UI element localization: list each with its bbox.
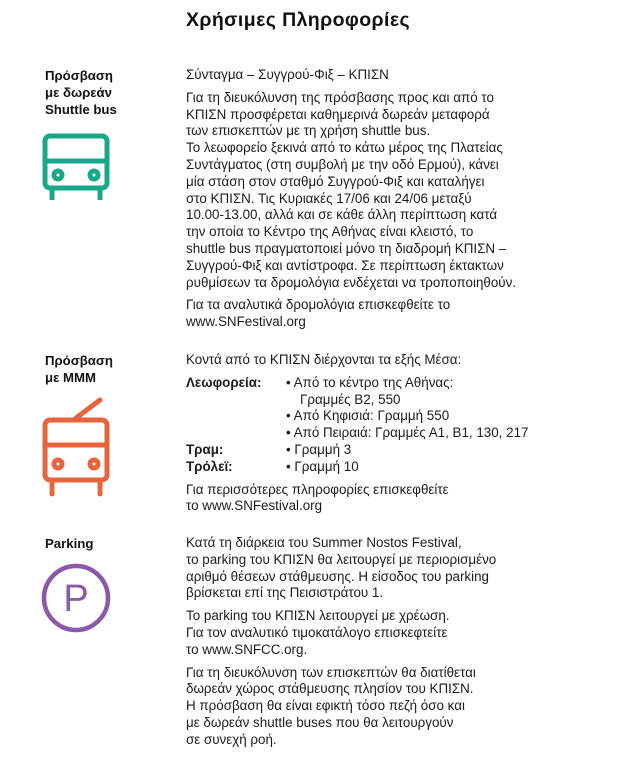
text-line: στο ΚΠΙΣΝ. Τις Κυριακές 17/06 και 24/06 μεταξύ: [186, 190, 472, 206]
tram-value: • Γραμμή 3: [286, 441, 352, 457]
shuttle-paragraph-3: [186, 297, 606, 331]
text-line: Το λεωφορείο ξεκινά από το κάτω μέρος της Πλατείας: [186, 140, 503, 156]
text-line: βρίσκεται επί της Πεισιστράτου 1.: [186, 585, 384, 601]
parking-section-label: Parking: [45, 536, 94, 551]
bus-icon: [42, 133, 110, 203]
text-line: Συντάγματος (στη συμβολή με την οδό Ερμού), κάνει: [186, 156, 499, 172]
trolley-row: [186, 459, 606, 476]
shuttle-label-line: Shuttle bus: [45, 102, 117, 117]
text-line: των επισκεπτών με τη χρήση shuttle bus.: [186, 123, 431, 139]
shuttle-label-line: με δωρεάν: [45, 85, 112, 100]
text-line: Για τον αναλυτικό τιμοκατάλογο επισκεφτείτε: [186, 624, 448, 640]
mmm-label-line: Πρόσβαση: [45, 353, 113, 368]
text-line: Για τη διευκόλυνση των επισκεπτών θα διατίθεται: [186, 664, 476, 680]
text-line: Η πρόσβαση θα είναι εφικτή τόσο πεζή όσο και: [186, 698, 465, 714]
shuttle-label-line: Πρόσβαση: [45, 68, 113, 83]
mmm-intro: Κοντά από το ΚΠΙΣΝ διέρχονται τα εξής Μέσα:: [186, 352, 462, 367]
parking-icon-letter: P: [63, 578, 89, 620]
text-line: την οποία το Κέντρο της Αθήνας είναι κλειστό, το: [186, 224, 474, 240]
shuttle-paragraph-2: [186, 140, 606, 291]
tram-row: [186, 442, 606, 459]
text-line: Συγγρού-Φιξ και αντίστροφα. Σε περίπτωση έκτακτων: [186, 257, 504, 273]
list-item: Γραμμές Β2, 550: [300, 391, 401, 407]
snfcc-link[interactable]: το www.SNFCC.org.: [186, 641, 308, 657]
mmm-content: [186, 352, 606, 515]
text-line: δωρεάν χώρος στάθμευσης πλησίον του ΚΠΙΣΝ.: [186, 681, 474, 697]
text-line: το parking του ΚΠΙΣΝ θα λειτουργεί με περιορισμένο: [186, 551, 497, 567]
page-title: Χρήσιμες Πληροφορίες: [186, 9, 411, 31]
shuttle-content: [186, 67, 606, 331]
text-line: σε συνεχή ροή.: [186, 731, 277, 747]
snfestival-link[interactable]: το www.SNFestival.org: [186, 498, 323, 514]
shuttle-section-label: [45, 67, 117, 118]
parking-icon: [40, 562, 112, 634]
trolleybus-icon: [42, 396, 114, 498]
parking-paragraph-2: [186, 608, 606, 658]
shuttle-route: Σύνταγμα – Συγγρού-Φιξ – ΚΠΙΣΝ: [186, 67, 389, 82]
text-line: shuttle bus πραγματοποιεί μόνο τη διαδρομή ΚΠΙΣΝ –: [186, 240, 507, 256]
mmm-section-label: [45, 352, 113, 386]
list-item: • Από Κηφισιά: Γραμμή 550: [286, 408, 450, 424]
text-line: 10.00-13.00, αλλά και σε κάθε άλλη περίπτωση κατά: [186, 207, 498, 223]
text-line: με δωρεάν shuttle buses που θα λειτουργούν: [186, 714, 454, 730]
text-line: ΚΠΙΣΝ προσφέρεται καθημερινά δωρεάν μεταφορά: [186, 106, 490, 122]
text-line: ρυθμίσεων τα δρομολόγια ενδέχεται να τροποποιηθούν.: [186, 274, 517, 290]
snfestival-link[interactable]: www.SNFestival.org: [186, 314, 306, 330]
mmm-more-info: [186, 482, 606, 516]
mmm-label-line: με ΜΜΜ: [45, 370, 96, 385]
text-line: Το parking του ΚΠΙΣΝ λειτουργεί με χρέωση.: [186, 608, 450, 624]
text-line: μία στάση στον σταθμό Συγγρού-Φιξ και καταλήγει: [186, 173, 485, 189]
bus-row: [186, 375, 606, 442]
parking-paragraph-1: [186, 535, 606, 602]
list-item: • Από Πειραιά: Γραμμές Α1, Β1, 130, 217: [286, 425, 529, 441]
bus-label: Λεωφορεία:: [186, 374, 262, 390]
text-line: Για περισσότερες πληροφορίες επισκεφθείτε: [186, 481, 449, 497]
bus-lines: [286, 375, 606, 442]
text-line: αριθμό θέσεων στάθμευσης. Η είσοδος του parking: [186, 568, 489, 584]
list-item: • Από το κέντρο της Αθήνας:: [286, 374, 454, 390]
parking-content: [186, 535, 606, 749]
shuttle-paragraph-1: [186, 90, 606, 140]
tram-label: Τραμ:: [186, 441, 224, 457]
trolley-label: Τρόλεϊ:: [186, 458, 233, 474]
text-line: Κατά τη διάρκεια του Summer Nostos Festival,: [186, 535, 462, 550]
text-line: Για τη διευκόλυνση της πρόσβασης προς και από το: [186, 89, 494, 105]
trolley-value: • Γραμμή 10: [286, 458, 359, 474]
parking-paragraph-3: [186, 665, 606, 749]
text-line: Για τα αναλυτικά δρομολόγια επισκεφθείτε το: [186, 297, 451, 313]
